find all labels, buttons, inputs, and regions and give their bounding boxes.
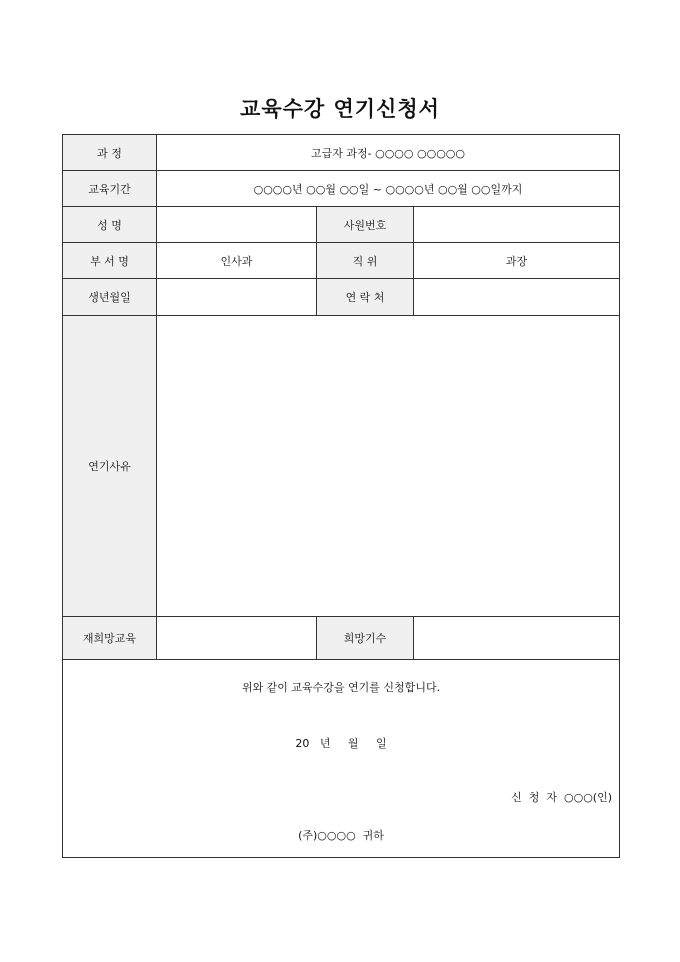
name-label: 성 명 xyxy=(63,207,157,243)
reason-value[interactable] xyxy=(157,316,620,617)
addressee: (주)○○○○ 귀하 xyxy=(298,829,384,842)
period-label: 교육기간 xyxy=(63,171,157,207)
birthdate-value[interactable] xyxy=(157,279,317,316)
applicant-signature: 신 청 자 ○○○(인) xyxy=(511,791,613,804)
period-row xyxy=(63,171,620,207)
department-row xyxy=(63,243,620,279)
contact-label: 연 락 처 xyxy=(317,279,414,316)
employee-number-value[interactable] xyxy=(414,207,620,243)
birth-row xyxy=(63,279,620,316)
position-value[interactable]: 과장 xyxy=(414,243,620,279)
course-label: 과 정 xyxy=(63,135,157,171)
application-form-table xyxy=(62,134,620,858)
application-statement: 위와 같이 교육수강을 연기를 신청합니다. xyxy=(241,681,441,694)
desired-session-label: 희망기수 xyxy=(317,617,414,660)
contact-value[interactable] xyxy=(414,279,620,316)
course-row xyxy=(63,135,620,171)
footer-cell xyxy=(63,660,620,858)
reason-label: 연기사유 xyxy=(63,316,157,617)
rehope-education-label: 재희망교육 xyxy=(63,617,157,660)
footer-block xyxy=(63,660,619,857)
rehope-row xyxy=(63,617,620,660)
employee-number-label: 사원번호 xyxy=(317,207,414,243)
date-line: 20 년 월 일 xyxy=(295,737,387,750)
reason-row xyxy=(63,316,620,617)
desired-session-value[interactable] xyxy=(414,617,620,660)
document-title: 교육수강 연기신청서 xyxy=(240,97,440,121)
footer-row xyxy=(63,660,620,858)
department-value[interactable]: 인사과 xyxy=(157,243,317,279)
course-value[interactable]: 고급자 과정- ○○○○ ○○○○○ xyxy=(157,135,620,171)
rehope-education-value[interactable] xyxy=(157,617,317,660)
position-label: 직 위 xyxy=(317,243,414,279)
name-row xyxy=(63,207,620,243)
department-label: 부 서 명 xyxy=(63,243,157,279)
period-value[interactable]: ○○○○년 ○○월 ○○일 ~ ○○○○년 ○○월 ○○일까지 xyxy=(157,171,620,207)
birthdate-label: 생년월일 xyxy=(63,279,157,316)
name-value[interactable] xyxy=(157,207,317,243)
